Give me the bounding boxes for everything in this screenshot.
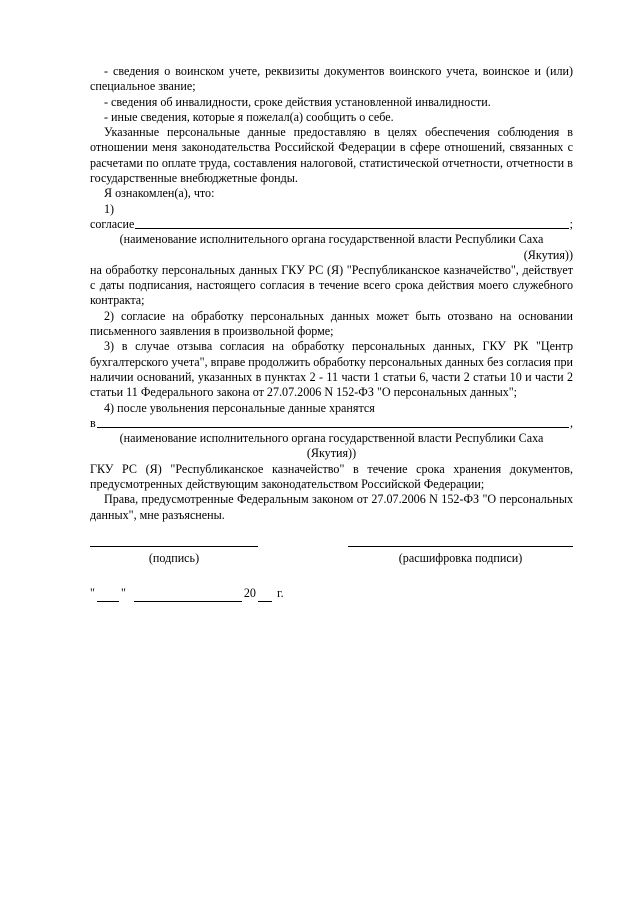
paragraph-acknowledged: Я ознакомлен(а), что:	[104, 186, 215, 201]
consent-word: согласие	[90, 216, 135, 231]
paragraph-item-4: 4) после увольнения персональные данные хранятся	[104, 400, 375, 415]
paragraph-item-2: 2) согласие на обработку персональных данных может быть отозвано на основании письменного заявления в произвольной форме;	[90, 308, 573, 339]
date-year-blank[interactable]	[258, 591, 272, 602]
date-quote-close: "	[120, 586, 126, 601]
signature-decode-blank[interactable]	[348, 545, 573, 547]
document-body	[90, 64, 573, 602]
paragraph-disability: - сведения об инвалидности, сроке действия установленной инвалидности.	[104, 94, 491, 109]
paragraph-item-3: 3) в случае отзыва согласия на обработку персональных данных, ГКУ РК "Центр бухгалтерского учета", вправе продолжить обработку персональных данных без согласия при наличии оснований, указанных в пунктах 2 - 11 части 1 статьи 6, части 2 статьи 10 и части 2 статьи 11 Федерального закона от 27.07.2006 N 152-ФЗ "О персональных данных";	[90, 339, 573, 400]
caption-org-name-2-cont: (Якутия))	[306, 446, 357, 461]
paragraph-storage-period: ГКУ РС (Я) "Республиканское казначейство" в течение срока хранения документов, предусмотренных действующим законодательством Российской Федерации;	[90, 461, 573, 492]
caption-org-name-1: (наименование исполнительного органа государственной власти Республики Саха	[119, 232, 544, 247]
signature-right	[348, 545, 573, 566]
consent-org-blank[interactable]	[135, 228, 568, 229]
signature-block	[90, 545, 573, 566]
paragraph-consent-validity: на обработку персональных данных ГКУ РС (Я) "Республиканское казначейство", действует с даты подписания, настоящего согласия в течение всего срока действия моего служебного контракта;	[90, 262, 573, 308]
item-1-number: 1)	[104, 201, 115, 216]
signature-label: (подпись)	[148, 550, 200, 565]
paragraph-purpose: Указанные персональные данные предоставляю в целях обеспечения соблюдения в отношении меня законодательства Российской Федерации в сфере отношений, связанных с расчетами по оплате труда, составления налоговой, статистической отчетности, отчетности в государственные внебюджетные фонды.	[90, 125, 573, 186]
in-end: ,	[569, 415, 573, 430]
paragraph-rights: Права, предусмотренные Федеральным законом от 27.07.2006 N 152-ФЗ "О персональных данных", мне разъяснены.	[90, 492, 573, 522]
signature-left	[90, 545, 258, 566]
date-year-prefix: 20	[243, 586, 256, 601]
signature-decode-label: (расшифровка подписи)	[398, 550, 523, 565]
storage-org-blank[interactable]	[97, 427, 569, 428]
paragraph-military: - сведения о воинском учете, реквизиты документов воинского учета, воинское и (или) специальное звание;	[90, 64, 573, 94]
caption-org-name-2: (наименование исполнительного органа государственной власти Республики Саха	[119, 431, 544, 446]
date-quote-open: "	[90, 586, 95, 601]
caption-org-name-1-cont: (Якутия))	[523, 247, 573, 262]
date-month-blank[interactable]	[134, 591, 242, 602]
date-year-suffix: г.	[276, 586, 284, 601]
in-word: в	[90, 415, 96, 430]
signature-blank[interactable]	[90, 545, 258, 547]
consent-end: ;	[569, 216, 573, 231]
date-row	[90, 586, 573, 601]
consent-fill-row	[90, 217, 573, 232]
storage-fill-row	[90, 416, 573, 431]
paragraph-other-info: - иные сведения, которые я пожелал(а) сообщить о себе.	[104, 109, 394, 124]
date-day-blank[interactable]	[97, 591, 119, 602]
